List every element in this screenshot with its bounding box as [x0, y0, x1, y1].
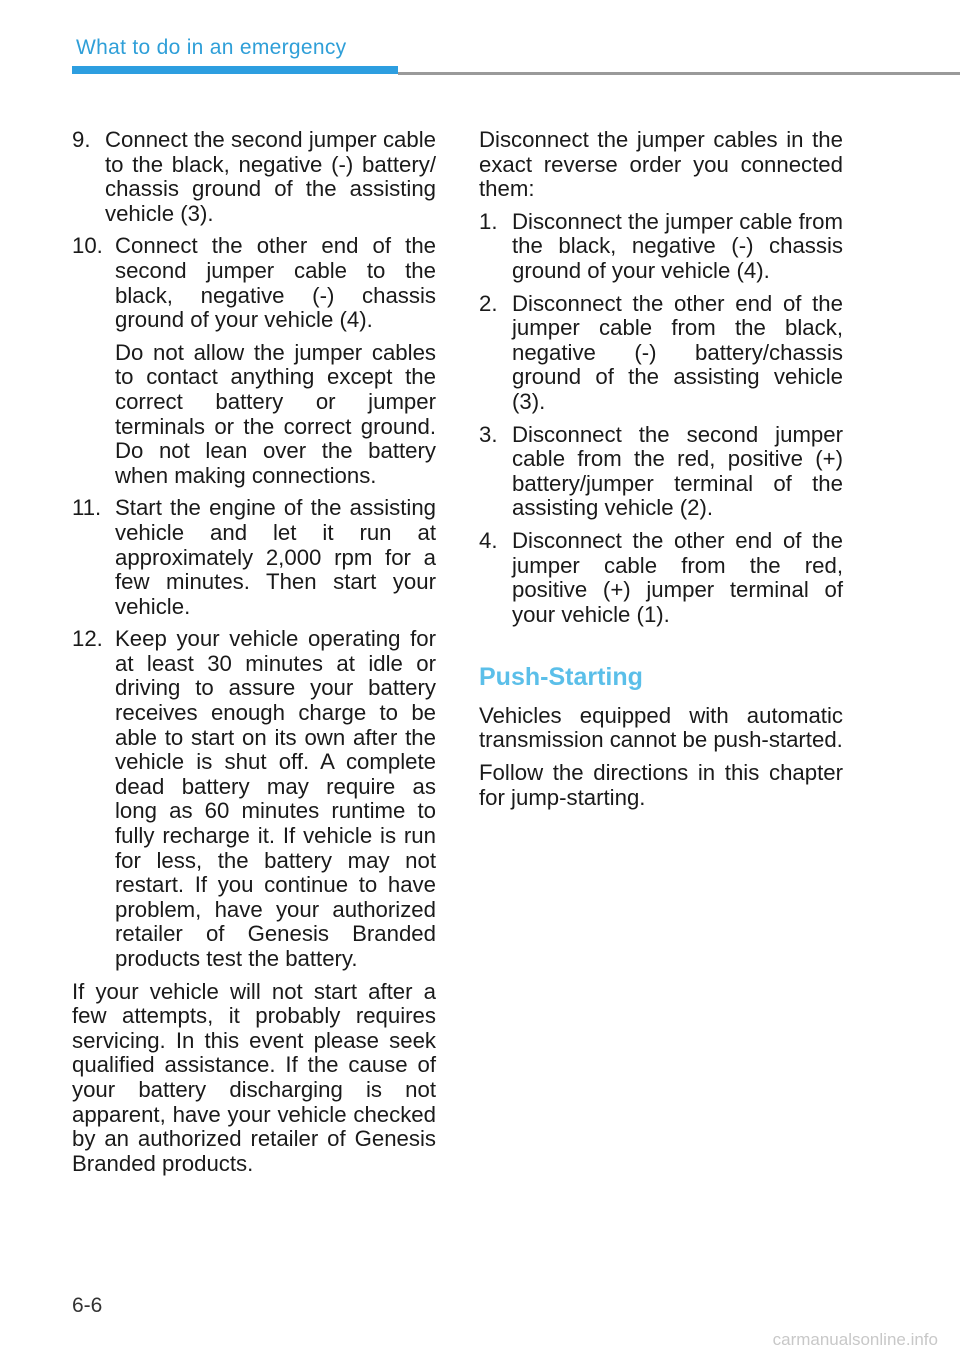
step-number: 2. [479, 290, 498, 316]
step-item [72, 627, 436, 971]
step-number: 12. [72, 626, 103, 652]
header-divider-rule [398, 72, 960, 75]
step-text: Disconnect the other end of the jumper cable from the red, positive (+) jumper terminal of your vehicle (1). [512, 527, 843, 627]
step-item [479, 529, 843, 627]
step-note: Do not allow the jumper cables to contact anything except the correct battery or jumper terminals or the correct ground. Do not lean over the battery when making connections. [115, 339, 436, 488]
section-header-title: What to do in an emergency [76, 36, 347, 59]
step-text: Disconnect the second jumper cable from the red, positive (+) battery/jumper terminal of the assisting vehicle (2). [512, 421, 843, 521]
step-number: 1. [479, 208, 498, 234]
step-item [72, 128, 436, 226]
section-paragraph: Follow the directions in this chapter for jump-starting. [479, 760, 843, 810]
left-column [72, 128, 436, 1184]
step-number: 11. [72, 495, 102, 521]
page-number: 6-6 [72, 1294, 103, 1317]
step-number: 9. [72, 127, 91, 152]
intro-paragraph: Disconnect the jumper cables in the exact reverse order you connected them: [479, 127, 843, 202]
step-text: Start the engine of the assisting vehicle and let it run at approximately 2,000 rpm for a few minutes. Then start your vehicle. [115, 495, 436, 619]
step-item [479, 210, 843, 284]
step-text: Connect the other end of the second jumper cable to the black, negative (-) chassis ground of your vehicle (4). [115, 233, 436, 333]
step-item [479, 292, 843, 415]
watermark-text: carmanualsonline.info [772, 1330, 938, 1349]
step-text: Keep your vehicle operating for at least 30 minutes at idle or driving to assure your battery receives enough charge to be able to start on its own after the vehicle is shut off. A complete dead battery may require as long as 60 minutes runtime to fully recharge it. If vehicle is run for less, the battery may not restart. If you continue to have problem, have your authorized retailer of Genesis Branded products test the battery. [115, 626, 436, 971]
step-item [72, 234, 436, 488]
section-paragraph: Vehicles equipped with automatic transmission cannot be push-started. [479, 702, 843, 753]
step-item [72, 496, 436, 619]
right-column [479, 128, 843, 818]
step-item [479, 423, 843, 521]
step-text: Disconnect the jumper cable from the black, negative (-) chassis ground of your vehicle (4). [512, 208, 843, 283]
step-number: 10. [72, 233, 103, 259]
step-text: Disconnect the other end of the jumper cable from the black, negative (-) battery/chassis ground of the assisting vehicle (3). [512, 290, 843, 414]
closing-paragraph: If your vehicle will not start after a few attempts, it probably requires servicing. In this event please seek qualified assistance. If the cause of your battery discharging is not apparent, have your vehicle checked by an authorized retailer of Genesis Branded products. [72, 978, 436, 1176]
step-text: Connect the second jumper cable to the black, negative (-) battery/ chassis ground of the assisting vehicle (3). [105, 127, 436, 226]
step-number: 4. [479, 527, 498, 553]
step-number: 3. [479, 421, 498, 447]
section-heading: Push-Starting [479, 663, 643, 692]
header-accent-rule [72, 66, 398, 74]
